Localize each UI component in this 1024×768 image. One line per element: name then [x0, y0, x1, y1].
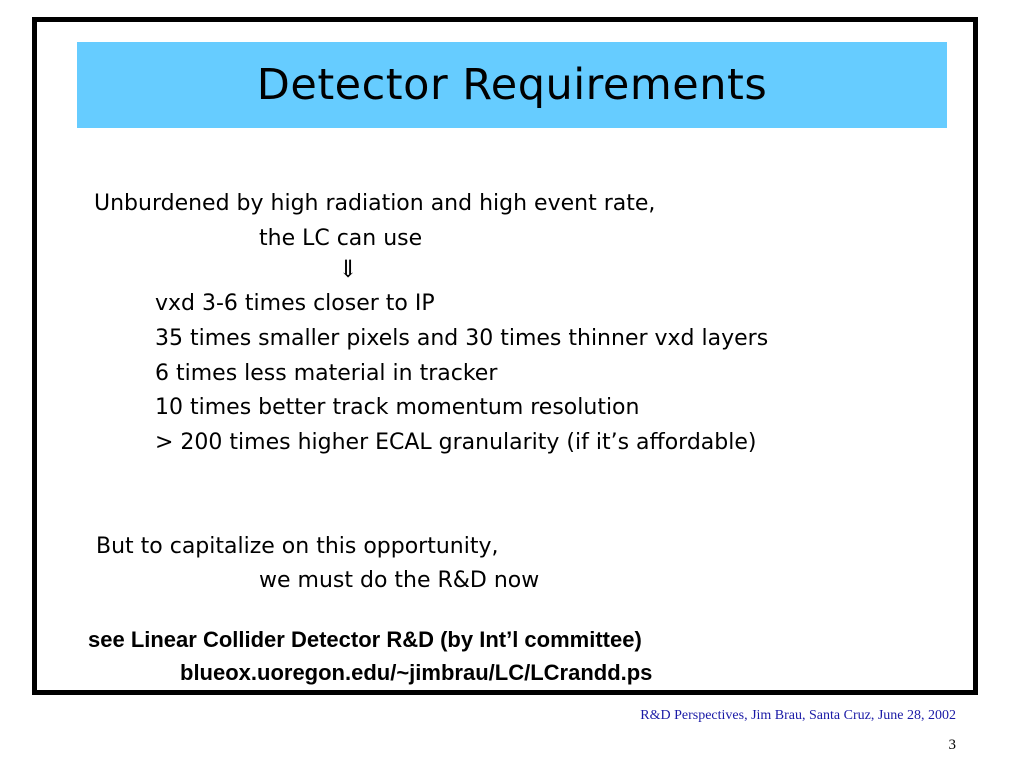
bullet-line: > 200 times higher ECAL granularity (if it’s affordable) [155, 430, 757, 455]
intro-line-2: the LC can use [259, 226, 423, 251]
bullet-line: vxd 3-6 times closer to IP [155, 291, 435, 316]
reference-url: blueox.uoregon.edu/~jimbrau/LC/LCrandd.ps [180, 660, 653, 685]
bullet-line: 35 times smaller pixels and 30 times thinner vxd layers [155, 326, 769, 351]
intro-line-1: Unburdened by high radiation and high event rate, [94, 191, 656, 216]
slide-title: Detector Requirements [256, 60, 768, 110]
title-banner [77, 42, 947, 128]
bullet-line: 10 times better track momentum resolution [155, 395, 640, 420]
reference-line-1: see Linear Collider Detector R&D (by Int’l committee) [88, 627, 642, 652]
down-double-arrow-icon: ⇓ [338, 255, 359, 283]
footer-citation: R&D Perspectives, Jim Brau, Santa Cruz, June 28, 2002 [640, 708, 956, 723]
closing-line-1: But to capitalize on this opportunity, [96, 534, 499, 559]
bullet-line: 6 times less material in tracker [155, 361, 498, 386]
closing-line-2: we must do the R&D now [259, 568, 540, 593]
page-number: 3 [948, 737, 956, 753]
